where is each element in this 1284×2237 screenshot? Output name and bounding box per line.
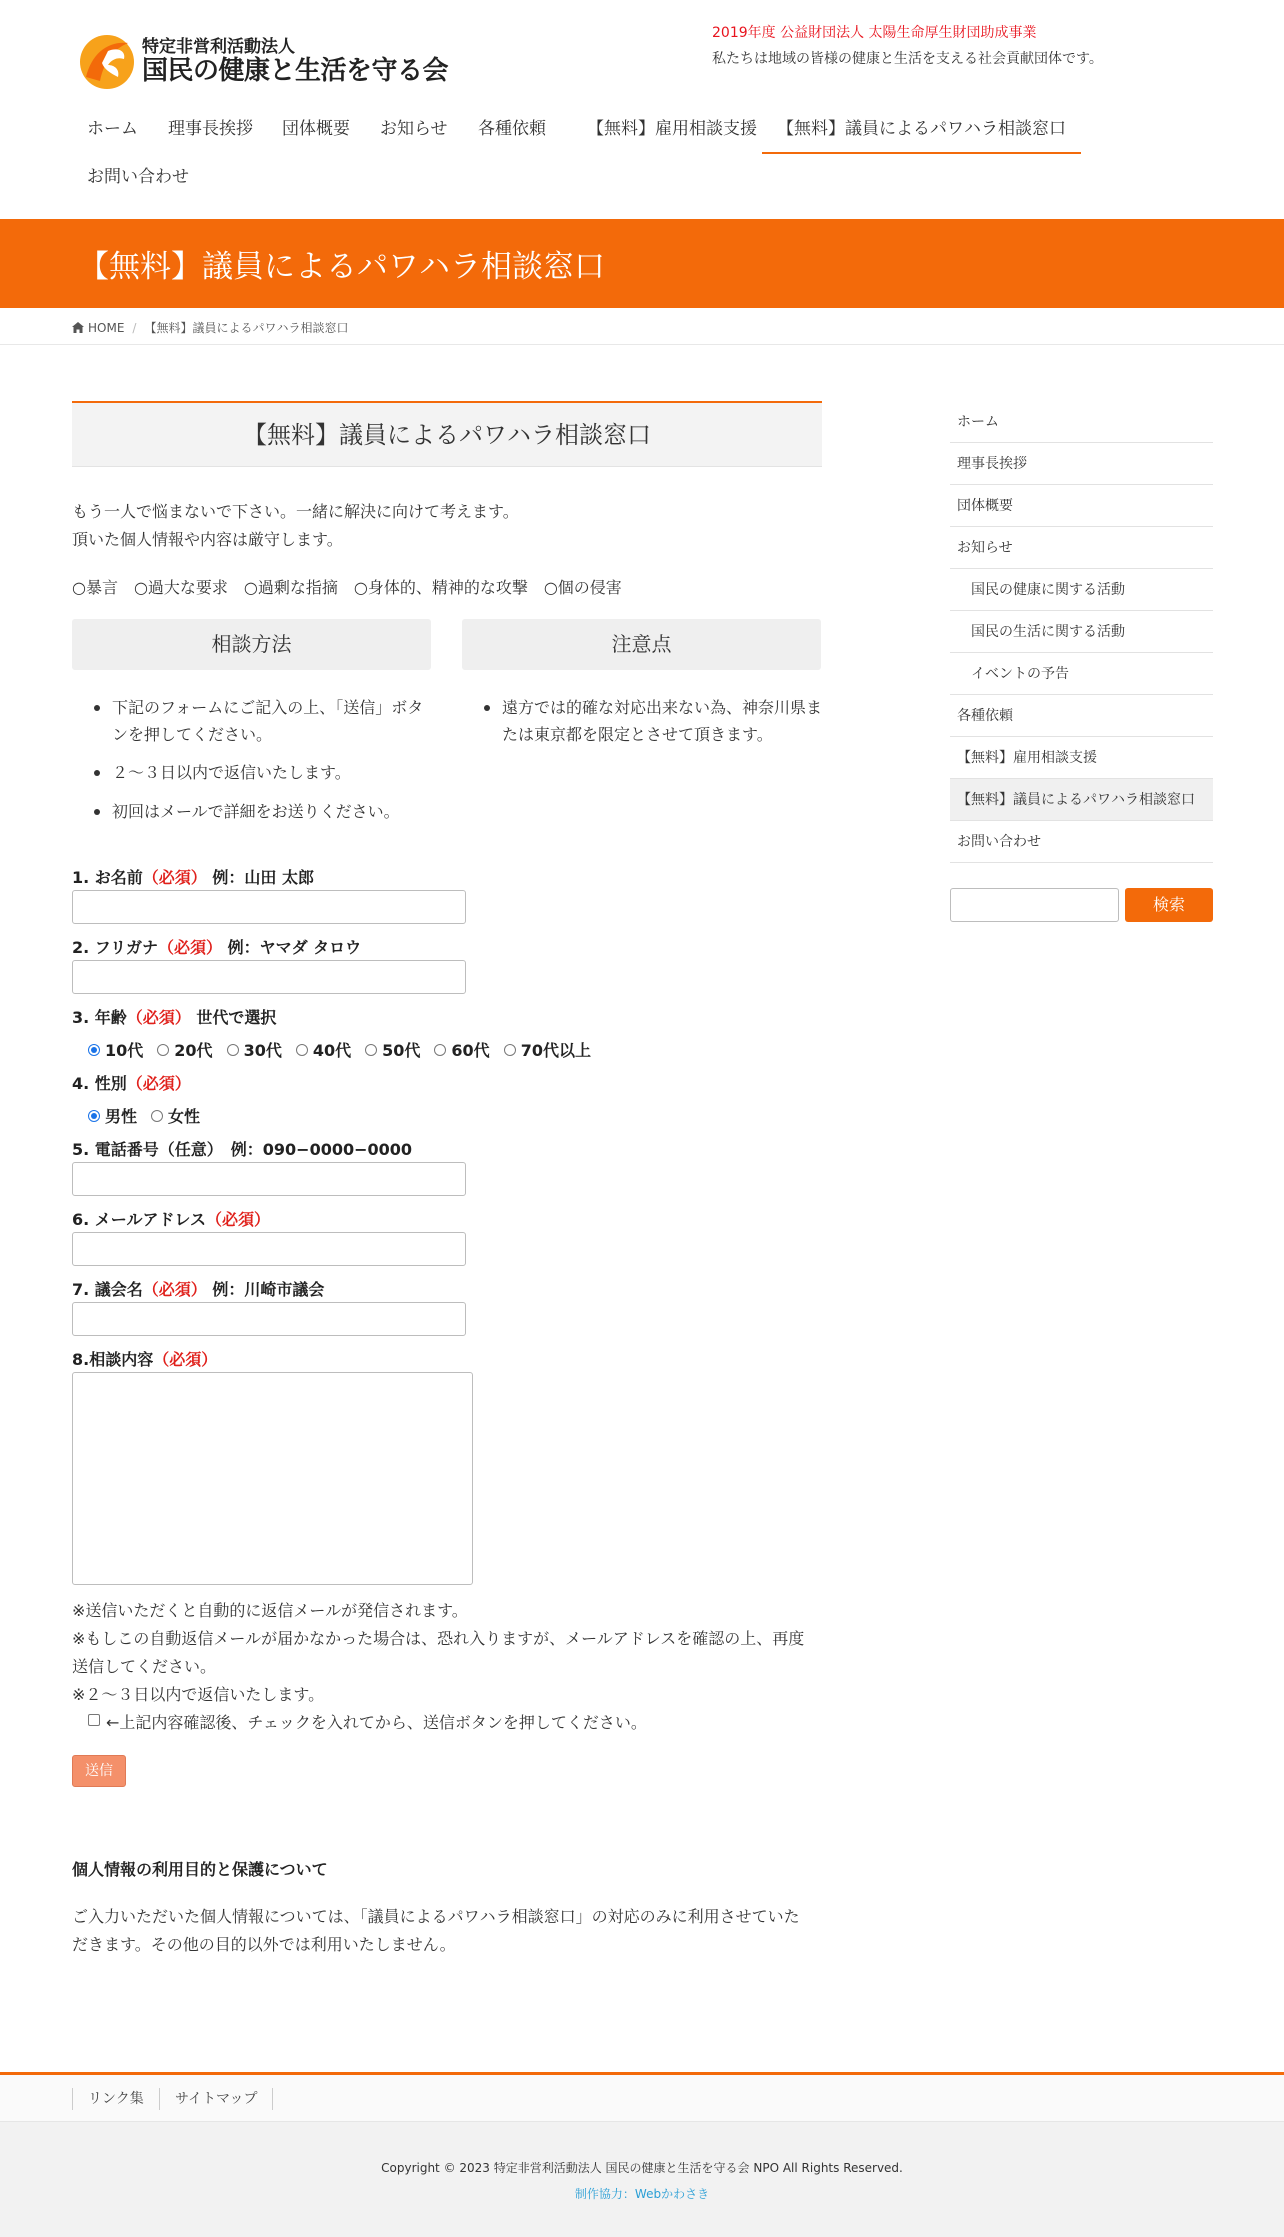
sidebar-item-home[interactable]: ホーム [950,401,1213,443]
sidebar-item-life[interactable]: 国民の生活に関する活動 [950,611,1213,653]
age-option-30[interactable]: 30代 [227,1038,282,1061]
sidebar-item-requests[interactable]: 各種依頼 [950,695,1213,737]
sidebar-item-greeting[interactable]: 理事長挨拶 [950,443,1213,485]
council-input[interactable] [72,1302,466,1336]
kana-input[interactable] [72,960,466,994]
search-button[interactable]: 検索 [1125,888,1213,922]
form-note-1: ※送信いただくと自動的に返信メールが発信されます。 [72,1601,468,1620]
age-radio-group [88,1038,591,1061]
copyright: Copyright © 2023 特定非営利活動法人 国民の健康と生活を守る会 NPO All Rights Reserved. [381,2161,903,2175]
sidebar-item-about[interactable]: 団体概要 [950,485,1213,527]
nav-contact[interactable]: お問い合わせ [87,167,189,187]
search-input[interactable] [950,888,1119,922]
age-option-20[interactable]: 20代 [157,1038,212,1061]
age-label: 3. 年齢（必須） 世代で選択 [72,1008,277,1027]
age-option-50[interactable]: 50代 [365,1038,420,1061]
phone-input[interactable] [72,1162,466,1196]
nav-employment[interactable]: 【無料】雇用相談支援 [587,119,757,139]
nav-about[interactable]: 団体概要 [282,119,350,139]
page-banner [0,219,1284,308]
intro-line1: もう一人で悩まないで下さい。一緒に解決に向けて考えます。 [72,502,519,521]
intro-line2: 頂いた個人情報や内容は厳守します。 [72,530,343,549]
confirm-label: ←上記内容確認後、チェックを入れてから、送信ボタンを押してください。 [106,1713,647,1732]
method-item-2: ２〜３日以内で返信いたします。 [112,759,351,786]
breadcrumb [0,308,1284,345]
privacy-text-2: だきます。その他の目的以外では利用いたしません。 [72,1935,456,1954]
page-title: 【無料】議員によるパワハラ相談窓口 [72,401,822,467]
nav-requests[interactable]: 各種依頼 [478,119,546,139]
name-input[interactable] [72,890,466,924]
breadcrumb-separator: / [132,320,137,335]
sidebar-item-health[interactable]: 国民の健康に関する活動 [950,569,1213,611]
nav-home[interactable]: ホーム [87,119,138,139]
credit-link[interactable]: 制作協力：Webかわさき [574,2187,710,2201]
footer-link-links[interactable]: リンク集 [72,2088,159,2110]
nav-greeting[interactable]: 理事長挨拶 [168,119,253,139]
email-label: 6. メールアドレス（必須） [72,1210,270,1229]
age-option-40[interactable]: 40代 [296,1038,351,1061]
council-label: 7. 議会名（必須） 例：川崎市議会 [72,1280,325,1299]
banner-title: 【無料】議員によるパワハラ相談窓口 [78,249,605,285]
submit-button[interactable]: 送信 [72,1755,126,1787]
form-note-2: ※もしこの自動返信メールが届かなかった場合は、恐れ入りますが、メールアドレスを確認の上、再度 [72,1629,805,1648]
name-label: 1. お名前（必須） 例：山田 太郎 [72,868,314,887]
caution-item-1: 遠方では的確な対応出来ない為、神奈川県ま たは東京都を限定とさせて頂きます。 [502,694,822,748]
logo-line2: 国民の健康と生活を守る会 [142,56,449,87]
gender-option-male[interactable]: 男性 [88,1104,137,1127]
breadcrumb-home[interactable]: HOME [88,320,125,335]
privacy-heading: 個人情報の利用目的と保護について [72,1860,328,1879]
age-option-60[interactable]: 60代 [434,1038,489,1061]
site-logo[interactable] [78,30,448,94]
content-textarea[interactable] [72,1372,473,1585]
confirm-checkbox[interactable] [88,1714,100,1726]
logo-mark-icon [78,33,136,91]
nav-news[interactable]: お知らせ [380,119,448,139]
email-input[interactable] [72,1232,466,1266]
sidebar-item-news[interactable]: お知らせ [950,527,1213,569]
method-heading: 相談方法 [72,619,431,670]
content-label: 8.相談内容（必須） [72,1350,218,1369]
privacy-text-1: ご入力いただいた個人情報については、「議員によるパワハラ相談窓口」の対応のみに利用させていた [72,1907,800,1926]
footer-nav [0,2075,1284,2122]
gender-option-female[interactable]: 女性 [151,1104,200,1127]
home-icon [72,322,84,333]
sidebar-item-employment[interactable]: 【無料】雇用相談支援 [950,737,1213,779]
age-option-70[interactable]: 70代以上 [504,1038,591,1061]
nav-powerharassment[interactable]: 【無料】議員によるパワハラ相談窓口 [762,110,1081,154]
breadcrumb-current: 【無料】議員によるパワハラ相談窓口 [144,321,349,335]
sidebar-item-events[interactable]: イベントの予告 [950,653,1213,695]
caution-heading: 注意点 [462,619,821,670]
site-tagline: 私たちは地域の皆様の健康と生活を支える社会貢献団体です。 [712,51,1103,67]
sidebar-item-powerharassment[interactable]: 【無料】議員によるパワハラ相談窓口 [950,779,1213,821]
harassment-categories: ○暴言 ○過大な要求 ○過剰な指摘 ○身体的、精神的な攻撃 ○個の侵害 [72,578,622,597]
logo-line1: 特定非営利活動法人 [142,37,295,58]
footer-bottom [0,2122,1284,2237]
footer-link-sitemap[interactable]: サイトマップ [159,2088,273,2110]
phone-label: 5. 電話番号（任意） 例：090−0000−0000 [72,1140,413,1159]
method-item-1: 下記のフォームにご記入の上、「送信」ボタ ンを押してください。 [112,694,423,748]
kana-label: 2. フリガナ（必須） 例：ヤマダ タロウ [72,938,362,957]
method-item-3: 初回はメールで詳細をお送りください。 [112,798,400,825]
form-note-4: ※２〜３日以内で返信いたします。 [72,1685,325,1704]
gender-label: 4. 性別（必須） [72,1074,191,1093]
form-note-3: 送信してください。 [72,1657,217,1676]
age-option-10[interactable]: 10代 [88,1038,143,1061]
gender-radio-group [88,1104,200,1127]
sidebar-item-contact[interactable]: お問い合わせ [950,821,1213,863]
grant-tagline: 2019年度 公益財団法人 太陽生命厚生財団助成事業 [712,25,1037,41]
